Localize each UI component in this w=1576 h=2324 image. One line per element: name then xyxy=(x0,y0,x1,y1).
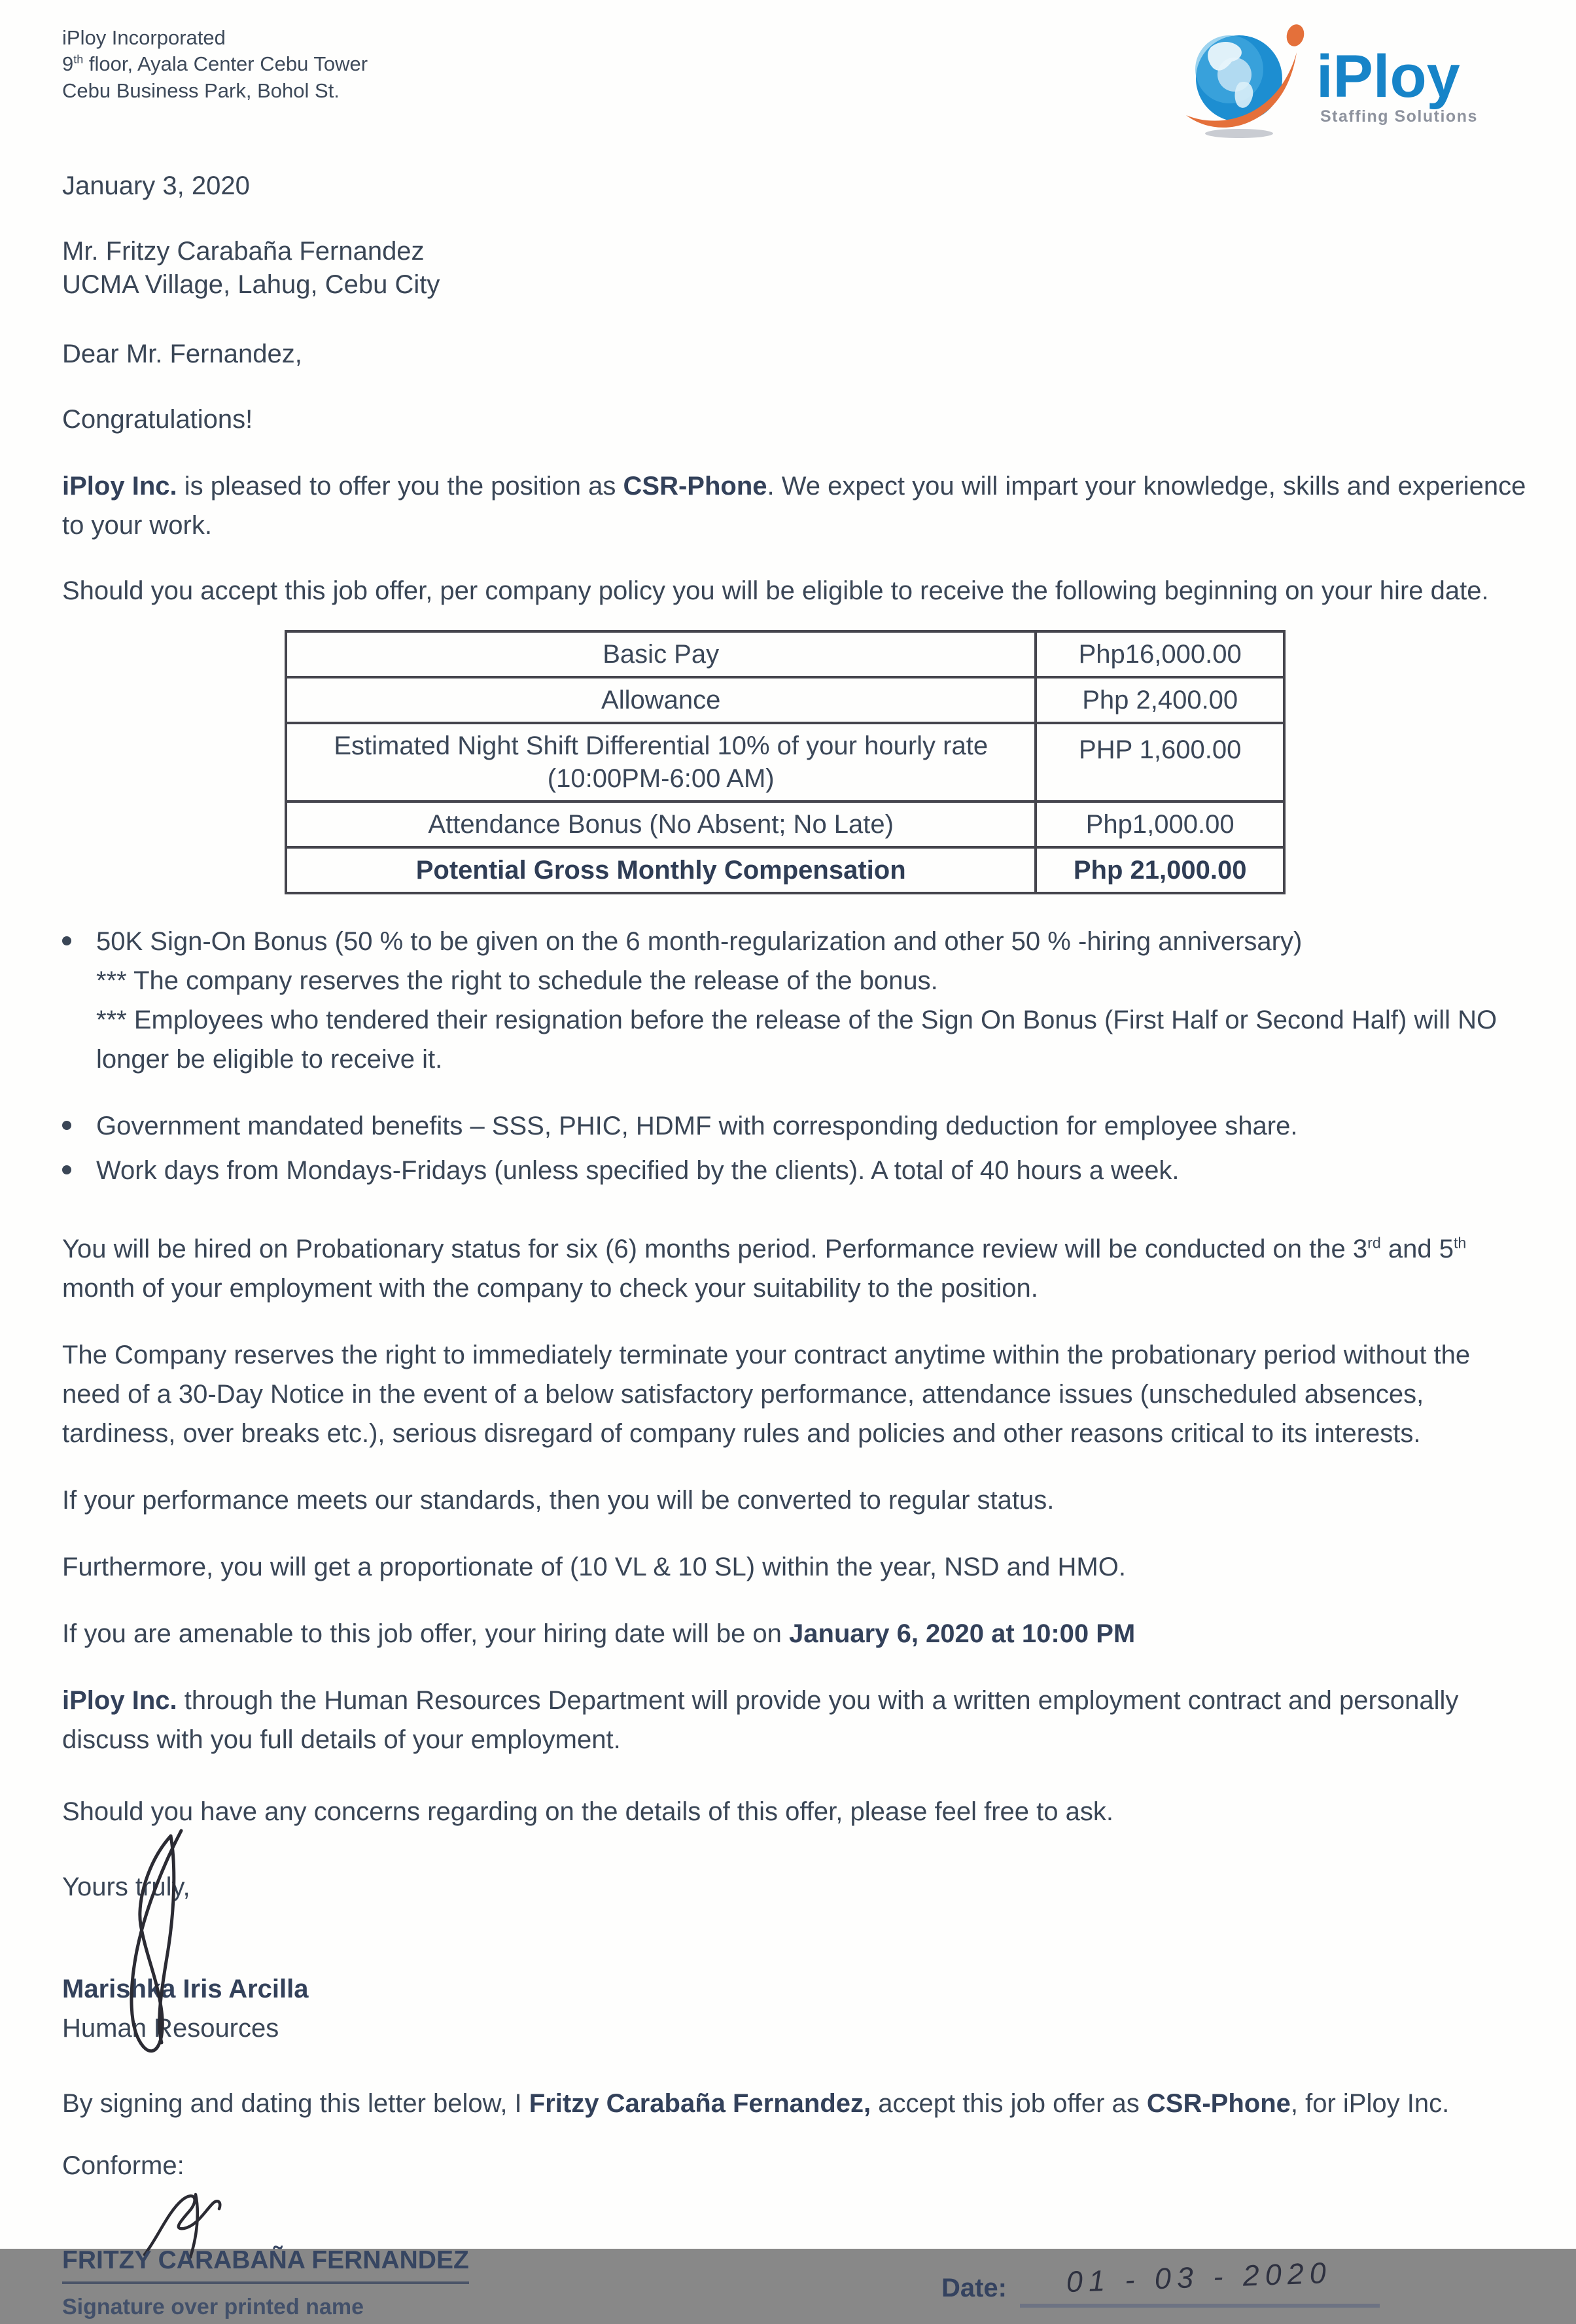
signatory-block xyxy=(62,2240,469,2324)
comp-label-nsd: Estimated Night Shift Differential 10% of your hourly rate (10:00PM-6:00 AM) xyxy=(286,723,1036,801)
probation-paragraph: You will be hired on Probationary status for six (6) months period. Performance review will be conducted on the 3rd and 5th month of your employment with the company to check your suitability to the position. xyxy=(62,1234,1467,1303)
recipient-name: Mr. Fritzy Carabaña Fernandez xyxy=(62,237,425,266)
signature-date-row xyxy=(62,2240,1527,2324)
comp-label-gross-total: Potential Gross Monthly Compensation xyxy=(286,847,1036,893)
bullet-icon xyxy=(62,1151,96,1190)
concerns-paragraph: Should you have any concerns regarding on the details of this offer, please feel free to ask. xyxy=(62,1797,1113,1826)
contract-paragraph: iPloy Inc. through the Human Resources Department will provide you with a written employment contract and personally discuss with you full details of your employment. xyxy=(62,1685,1459,1754)
addressee-block xyxy=(62,235,1527,302)
table-row xyxy=(286,631,1284,677)
company-address xyxy=(62,18,368,104)
list-item xyxy=(62,1106,1527,1146)
closing-block xyxy=(62,1867,1527,2048)
conforme-label: Conforme: xyxy=(62,2151,184,2180)
benefits-list xyxy=(62,922,1527,1190)
letter-date: January 3, 2020 xyxy=(62,171,250,200)
globe-shadow xyxy=(1205,129,1273,138)
offer-paragraph: iPloy Inc. is pleased to offer you the position as CSR-Phone. We expect you will impart your knowledge, skills and experience to your work. xyxy=(62,471,1526,540)
comp-label-allowance: Allowance xyxy=(286,677,1036,723)
handwritten-date: 01 - 03 - 2020 xyxy=(1065,2255,1333,2298)
recipient-address: UCMA Village, Lahug, Cebu City xyxy=(62,270,440,299)
compensation-table xyxy=(285,630,1286,894)
government-benefits-bullet: Government mandated benefits – SSS, PHIC, HDMF with corresponding deduction for employee share. xyxy=(96,1111,1298,1140)
leaves-paragraph: Furthermore, you will get a proportionate of (10 VL & 10 SL) within the year, NSD and HMO. xyxy=(62,1552,1126,1581)
comp-label-basic-pay: Basic Pay xyxy=(286,631,1036,677)
letter-header xyxy=(62,18,1527,150)
signon-bonus-note-1: *** The company reserves the right to schedule the release of the bonus. xyxy=(96,966,938,995)
policy-paragraph: Should you accept this job offer, per company policy you will be eligible to receive the following beginning on your hire date. xyxy=(62,576,1489,605)
bullet-icon xyxy=(62,922,96,961)
signatory-printed-name: FRITZY CARABAÑA FERNANDEZ xyxy=(62,2242,469,2285)
logo-tagline-text: Staffing Solutions xyxy=(1320,107,1478,126)
company-address-line3: Cebu Business Park, Bohol St. xyxy=(62,79,340,102)
comp-label-attendance-bonus: Attendance Bonus (No Absent; No Late) xyxy=(286,801,1036,847)
bullet-icon xyxy=(62,1106,96,1146)
hr-name: Marishka Iris Arcilla xyxy=(62,1974,309,2003)
acceptance-paragraph: By signing and dating this letter below, I Fritzy Carabaña Fernandez, accept this job offer as CSR-Phone, for iPloy Inc. xyxy=(62,2088,1450,2118)
comp-value-gross-total: Php 21,000.00 xyxy=(1036,847,1284,893)
work-days-bullet: Work days from Mondays-Fridays (unless specified by the clients). A total of 40 hours a week. xyxy=(96,1155,1180,1185)
date-line xyxy=(1020,2255,1380,2308)
regularization-paragraph: If your performance meets our standards, then you will be converted to regular status. xyxy=(62,1485,1055,1515)
iploy-logo-graphic xyxy=(1177,18,1491,139)
comp-value-nsd: PHP 1,600.00 xyxy=(1036,723,1284,801)
hr-title: Human Resources xyxy=(62,2013,279,2043)
comp-value-allowance: Php 2,400.00 xyxy=(1036,677,1284,723)
comp-value-basic-pay: Php16,000.00 xyxy=(1036,631,1284,677)
logo-brand-text: iPloy xyxy=(1316,43,1460,110)
hiring-date-paragraph: If you are amenable to this job offer, your hiring date will be on January 6, 2020 at 10:00 PM xyxy=(62,1619,1136,1648)
signon-bonus-note-2: *** Employees who tendered their resignation before the release of the Sign On Bonus (First Half or Second Half) will NO longer be eligible to receive it. xyxy=(96,1005,1497,1074)
table-row-total xyxy=(286,847,1284,893)
company-name: iPloy Incorporated xyxy=(62,26,226,49)
valediction: Yours truly, xyxy=(62,1872,190,1901)
company-logo xyxy=(1177,18,1491,150)
termination-paragraph: The Company reserves the right to immediately terminate your contract anytime within the probationary period without the need of a 30-Day Notice in the event of a below satisfactory performance, attendance issues (unscheduled absences, tardiness, over breaks etc.), serious disregard of company rules and policies and other reasons critical to its interests. xyxy=(62,1340,1471,1448)
comp-value-attendance-bonus: Php1,000.00 xyxy=(1036,801,1284,847)
list-item xyxy=(62,1151,1527,1190)
table-row xyxy=(286,677,1284,723)
signon-bonus-bullet: 50K Sign-On Bonus (50 % to be given on the 6 month-regularization and other 50 % -hiring anniversary) xyxy=(96,926,1303,956)
company-address-line2: 9th floor, Ayala Center Cebu Tower xyxy=(62,52,368,76)
logo-person-dot xyxy=(1284,22,1306,48)
congratulations-line: Congratulations! xyxy=(62,404,253,434)
list-item xyxy=(62,922,1527,961)
table-row xyxy=(286,723,1284,801)
table-row xyxy=(286,801,1284,847)
salutation: Dear Mr. Fernandez, xyxy=(62,339,302,368)
date-label: Date: xyxy=(941,2274,1007,2303)
signature-caption: Signature over printed name xyxy=(62,2295,364,2320)
date-block xyxy=(941,2255,1380,2308)
